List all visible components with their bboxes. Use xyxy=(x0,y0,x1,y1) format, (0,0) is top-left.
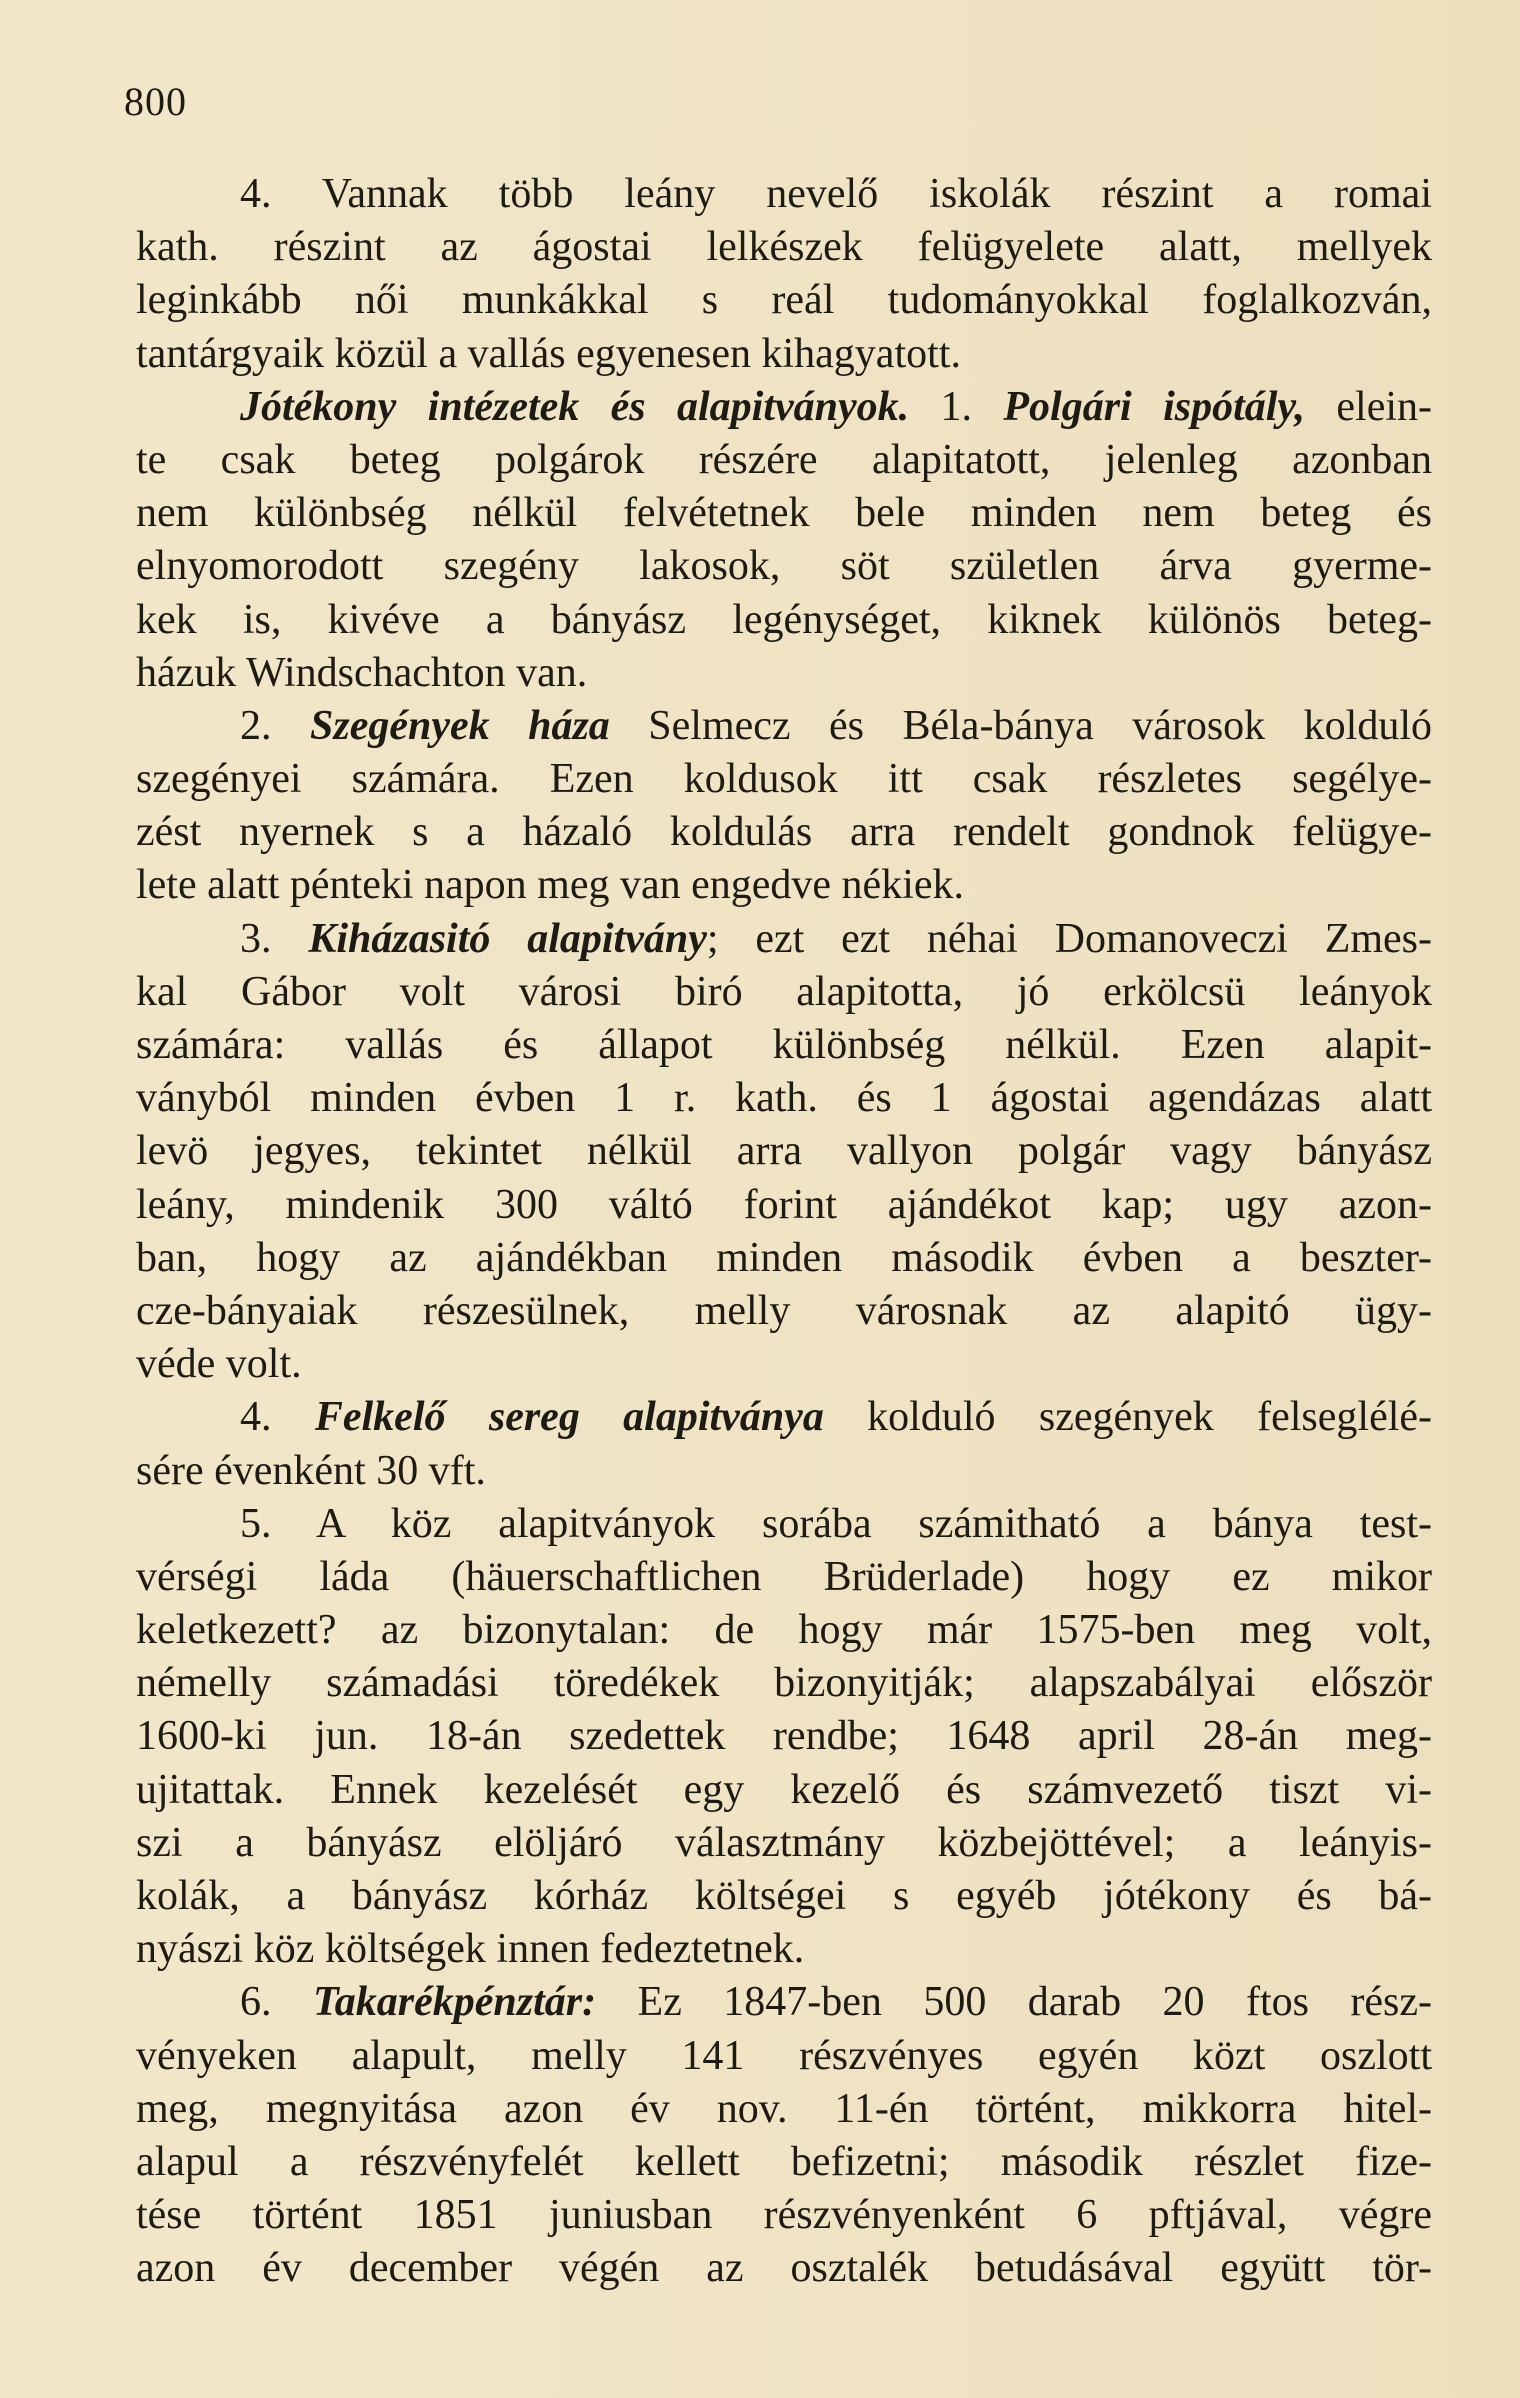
text-line xyxy=(136,168,1432,221)
text-run: Selmecz és Béla-bánya városok kolduló xyxy=(609,702,1432,749)
text-run: tése történt 1851 juniusban részvényenként 6 pftjával, végre xyxy=(136,2192,1432,2239)
text-line xyxy=(136,1817,1432,1870)
text-run: házuk Windschachton van. xyxy=(136,649,588,696)
text-line xyxy=(136,1391,1432,1444)
text-run: 3. xyxy=(240,915,309,962)
text-line xyxy=(136,2242,1432,2295)
text-run: 6. xyxy=(240,1979,313,2026)
text-line xyxy=(136,1764,1432,1817)
text-line xyxy=(136,966,1432,1019)
text-run: számára: vallás és állapot különbség nélkül. Ezen alapit- xyxy=(136,1022,1432,1068)
text-run: szi a bányász elöljáró választmány közbejöttével; a leányis- xyxy=(136,1819,1432,1866)
body-text xyxy=(136,168,1432,2296)
page-number: 800 xyxy=(124,79,187,124)
text-line xyxy=(136,1551,1432,1604)
text-line xyxy=(136,647,1432,700)
text-line xyxy=(136,2189,1432,2242)
italic-heading: Polgári ispótály, xyxy=(1003,383,1306,430)
text-run: Ez 1847-ben 500 darab 20 ftos rész- xyxy=(596,1979,1433,2026)
text-run: 2. xyxy=(240,702,310,749)
italic-heading: Felkelő sereg alapitványa xyxy=(314,1394,824,1441)
text-line xyxy=(136,1232,1432,1285)
text-run: kal Gábor volt városi biró alapitotta, jó erkölcsü leányok xyxy=(136,968,1432,1015)
text-run: ujitattak. Ennek kezelését egy kezelő és számvezető tiszt vi- xyxy=(136,1766,1432,1813)
text-line xyxy=(136,913,1432,966)
text-line xyxy=(136,1125,1432,1178)
text-line xyxy=(136,859,1432,912)
text-run: kolduló szegények felseglélé- xyxy=(823,1394,1433,1441)
text-run: ban, hogy az ajándékban minden második évben a beszter- xyxy=(136,1234,1432,1281)
text-run: elein- xyxy=(1305,383,1432,430)
text-run: alapul a részvényfelét kellett befizetni; második részlet fize- xyxy=(136,2138,1432,2185)
text-run: 4. Vannak több leány nevelő iskolák részint a romai xyxy=(240,171,1432,217)
text-line xyxy=(136,1019,1432,1072)
text-run: meg, megnyitása azon év nov. 11-én történt, mikkorra hitel- xyxy=(136,2085,1432,2132)
italic-heading: Kiházasitó alapitvány xyxy=(308,915,707,962)
text-line xyxy=(136,274,1432,327)
text-run: ; ezt ezt néhai Domanoveczi Zmes- xyxy=(706,915,1433,962)
text-run: cze-bányaiak részesülnek, melly városnak az alapitó ügy- xyxy=(136,1287,1432,1334)
text-run: tantárgyaik közül a vallás egyenesen kihagyatott. xyxy=(136,330,961,377)
text-run: te csak beteg polgárok részére alapitatott, jelenleg azonban xyxy=(136,436,1432,483)
text-line xyxy=(136,753,1432,806)
text-run: leány, mindenik 300 váltó forint ajándékot kap; ugy azon- xyxy=(136,1181,1432,1228)
italic-heading: Jótékony intézetek és alapitványok. xyxy=(240,383,910,430)
text-line xyxy=(136,1338,1432,1391)
text-run: sére évenként 30 vft. xyxy=(136,1447,486,1494)
text-line xyxy=(136,1072,1432,1125)
text-run: azon év december végén az osztalék betudásával együtt tör- xyxy=(136,2245,1432,2292)
text-line xyxy=(136,1179,1432,1232)
text-line xyxy=(136,2083,1432,2136)
text-run: nyászi köz költségek innen fedeztetnek. xyxy=(136,1926,805,1973)
text-run: 1600-ki jun. 18-án szedettek rendbe; 1648 april 28-án meg- xyxy=(136,1713,1432,1760)
text-run: vérségi láda (häuerschaftlichen Brüderlade) hogy ez mikor xyxy=(136,1553,1432,1600)
text-line xyxy=(136,1285,1432,1338)
text-line xyxy=(136,1604,1432,1657)
text-run: levö jegyes, tekintet nélkül arra vallyon polgár vagy bányász xyxy=(136,1128,1432,1175)
text-line xyxy=(136,487,1432,540)
text-run: 1. xyxy=(909,383,1004,430)
text-run: elnyomorodott szegény lakosok, söt születlen árva gyerme- xyxy=(136,543,1432,590)
text-line xyxy=(136,2136,1432,2189)
text-line xyxy=(136,806,1432,859)
text-run: leginkább női munkákkal s reál tudományokkal foglalkozván, xyxy=(136,277,1432,324)
text-line xyxy=(136,381,1432,434)
text-run: némelly számadási töredékek bizonyitják; alapszabályai először xyxy=(136,1660,1432,1707)
text-run: véde volt. xyxy=(136,1341,302,1388)
text-line xyxy=(136,221,1432,274)
text-run: ványból minden évben 1 r. kath. és 1 ágostai agendázas alatt xyxy=(136,1075,1432,1122)
text-run: nem különbség nélkül felvétetnek bele minden nem beteg és xyxy=(136,490,1432,537)
italic-heading: Takarékpénztár: xyxy=(312,1979,597,2026)
text-run: kek is, kivéve a bányász legénységet, kiknek különös beteg- xyxy=(136,596,1432,643)
text-line xyxy=(136,700,1432,753)
text-run: szegényei számára. Ezen koldusok itt csak részletes segélye- xyxy=(136,756,1432,803)
text-run: 4. xyxy=(240,1394,315,1441)
italic-heading: Szegények háza xyxy=(309,702,610,749)
text-line xyxy=(136,540,1432,593)
text-run: 5. A köz alapitványok sorába számitható a bánya test- xyxy=(240,1500,1432,1547)
text-line xyxy=(136,2030,1432,2083)
text-line xyxy=(136,1976,1432,2029)
text-line xyxy=(136,1445,1432,1498)
text-line xyxy=(136,1657,1432,1710)
text-line xyxy=(136,594,1432,647)
text-run: keletkezett? az bizonytalan: de hogy már 1575-ben meg volt, xyxy=(136,1607,1432,1654)
text-run: zést nyernek s a házaló koldulás arra rendelt gondnok felügye- xyxy=(136,809,1432,856)
text-line xyxy=(136,434,1432,487)
text-run: vényeken alapult, melly 141 részvényes egyén közt oszlott xyxy=(136,2032,1432,2079)
text-line xyxy=(136,1498,1432,1551)
text-line xyxy=(136,1710,1432,1763)
text-line xyxy=(136,1923,1432,1976)
text-run: kath. részint az ágostai lelkészek felügyelete alatt, mellyek xyxy=(136,224,1432,271)
text-line xyxy=(136,328,1432,381)
text-run: lete alatt pénteki napon meg van engedve nékiek. xyxy=(136,862,965,909)
text-run: kolák, a bányász kórház költségei s egyéb jótékony és bá- xyxy=(136,1873,1432,1919)
text-line xyxy=(136,1870,1432,1923)
